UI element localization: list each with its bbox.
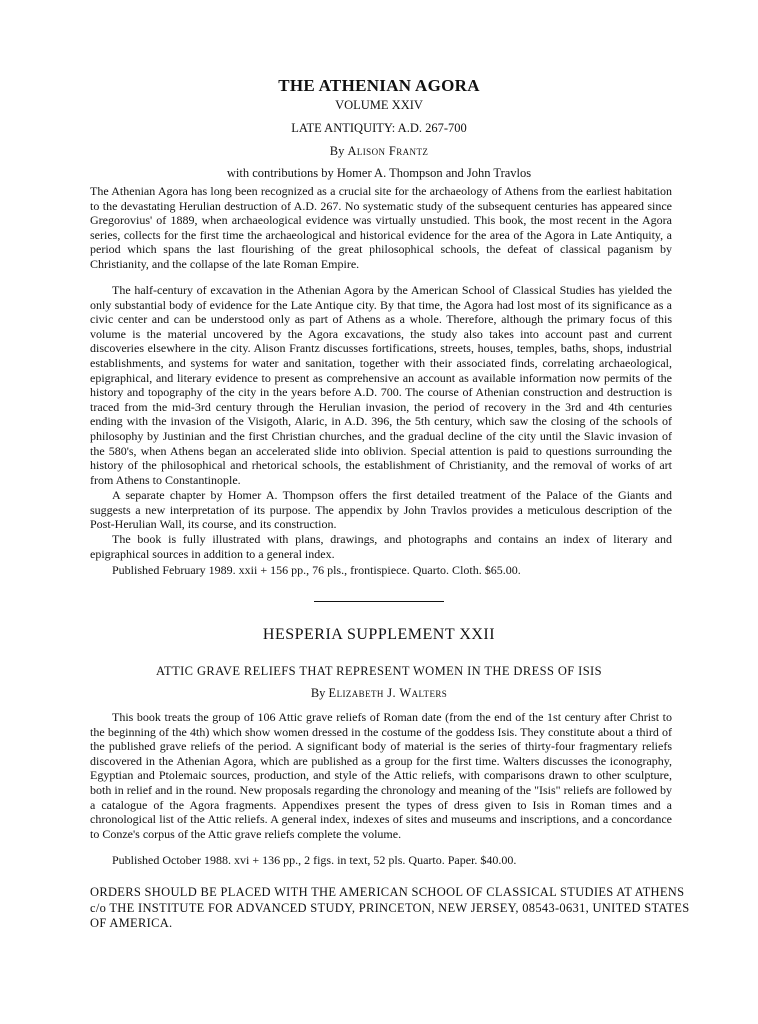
agora-contributors: with contributions by Homer A. Thompson and John Travlos	[226, 166, 532, 180]
agora-author-line	[0, 144, 758, 159]
hesperia-author-prefix: By	[310, 686, 326, 700]
agora-paragraph-2: The half-century of excavation in the Athenian Agora by the American School of Classical Studies has yielded the only substantial body of evidence for the Late Antique city. By that time, the Agora had lost most of its significance as a civic center and can be understood only as part of Athens as a whole. Therefore, although the primary focus of this volume is the material uncovered by the Agora excavations, the study also takes into account past and current discoveries elsewhere in the city. Alison Frantz discusses fortifications, streets, houses, temples, baths, shops, industrial establishments, and systems for water and sanitation, together with their associated finds, correlating archaeological, epigraphical, and literary evidence to present as comprehensive an account as available information now permits of the history and topography of the city in the years before A.D. 700. The course of Athenian construction and destruction is traced from the mid-3rd century through the Herulian invasion, the period of recovery in the 3rd and 4th centuries ending with the invasion of the Visigoth, Alaric, in A.D. 396, the 5th century, which saw the closing of the schools of philosophy by Justinian and the first Christian churches, and the gradual decline of the city until the Slavic invasion of the 580's, when Athens began an accelerated slide into oblivion. Special attention is paid to questions surrounding the history of the philosophical and rhetorical schools, the establishment of Christianity, and the removal of works of art from Athens to Constantinople.	[90, 283, 672, 487]
hesperia-author: Elizabeth J. Walters	[328, 686, 448, 700]
hesperia-published: Published October 1988. xvi + 136 pp., 2 figs. in text, 52 pls. Quarto. Paper. $40.00.	[112, 853, 517, 867]
hesperia-paragraph: This book treats the group of 106 Attic grave reliefs of Roman date (from the end of the 1st century after Christ to the beginning of the 4th) which show women dressed in the costume of the goddess Isis. They constitute about a third of the published grave reliefs of the period. A significant body of material is the series of thirty-four fragmentary reliefs discovered in the Athenian Agora, which are published as a group for the first time. Walters discusses the iconography, Egyptian and Ptolemaic sources, production, and style of the Attic reliefs, with comparisons drawn to other sculpture, both in relief and in the round. New proposals regarding the chronology and meaning of the "Isis" reliefs are followed by a catalogue of the Agora fragments. Appendixes present the types of dress given to Isis in Roman times and a chronological list of the Attic reliefs. A general index, indexes of sites and museums and inscriptions, and a concordance to Conze's corpus of the Attic grave reliefs complete the volume.	[90, 710, 672, 841]
orders-notice: ORDERS SHOULD BE PLACED WITH THE AMERICAN SCHOOL OF CLASSICAL STUDIES AT ATHENS c/o THE INSTITUTE FOR ADVANCED STUDY, PRINCETON, NEW JERSEY, 08543-0631, UNITED STATES OF AMERICA.	[90, 885, 690, 930]
agora-published: Published February 1989. xxii + 156 pp., 76 pls., frontispiece. Quarto. Cloth. $65.00.	[112, 563, 521, 577]
agora-author: Alison Frantz	[347, 144, 429, 158]
agora-title: THE ATHENIAN AGORA	[278, 76, 480, 95]
hesperia-subtitle: ATTIC GRAVE RELIEFS THAT REPRESENT WOMEN IN THE DRESS OF ISIS	[156, 664, 602, 678]
section-divider	[314, 601, 444, 602]
agora-author-prefix: By	[329, 144, 345, 158]
agora-paragraph-1: The Athenian Agora has long been recognized as a crucial site for the archaeology of Athens from the earliest habitation to the devastating Herulian destruction of A.D. 267. No systematic study of the subsequent centuries has appeared since Gregorovius' of 1889, when archaeological evidence was virtually unstudied. This book, the most recent in the Agora series, collects for the first time the archaeological and historical evidence for the area of the Agora in Late Antiquity, a period which spans the last flourishing of the great philosophical schools, the defeat of classical paganism by Christianity, and the collapse of the late Roman Empire.	[90, 184, 672, 271]
agora-paragraph-4: The book is fully illustrated with plans, drawings, and photographs and contains an index of literary and epigraphical sources in addition to a general index.	[90, 532, 672, 561]
hesperia-title: HESPERIA SUPPLEMENT XXII	[262, 626, 496, 643]
agora-volume: VOLUME XXIV	[335, 98, 423, 112]
agora-subtitle: LATE ANTIQUITY: A.D. 267-700	[291, 121, 467, 135]
agora-paragraph-3: A separate chapter by Homer A. Thompson offers the first detailed treatment of the Palace of the Giants and suggests a new interpretation of its purpose. The appendix by John Travlos provides a meticulous description of the Post-Herulian Wall, its course, and its construction.	[90, 488, 672, 532]
hesperia-author-line	[0, 686, 758, 701]
